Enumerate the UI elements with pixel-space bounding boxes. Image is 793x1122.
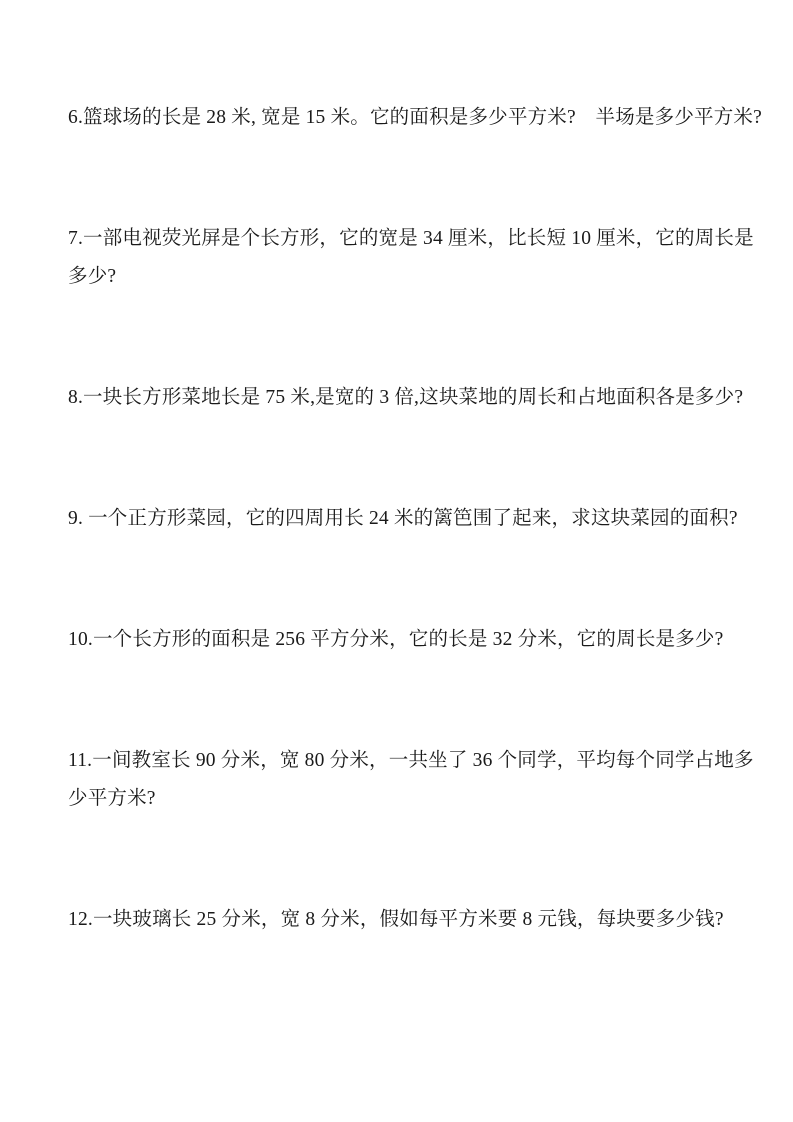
problem-8 [68,379,744,417]
problem-12-line-1: 12.一块玻璃长 25 分米，宽 8 分米，假如每平方米要 8 元钱，每块要多少钱? [68,909,724,930]
problem-11-line-1: 11.一间教室长 90 分米，宽 80 分米，一共坐了 36 个同学，平均每个同学占地多 [68,750,754,771]
problem-6 [68,99,762,137]
problem-11 [68,742,754,818]
problem-10-line-1: 10.一个长方形的面积是 256 平方分米，它的长是 32 分米，它的周长是多少? [68,629,724,650]
problem-7 [68,220,754,296]
problem-9 [68,500,738,538]
problem-12 [68,901,723,939]
problem-9-line-1: 9. 一个正方形菜园，它的四周用长 24 米的篱笆围了起来，求这块菜园的面积? [68,508,738,529]
problem-7-line-1: 7.一部电视荧光屏是个长方形，它的宽是 34 厘米，比长短 10 厘米，它的周长是 [68,228,754,249]
problem-8-line-1: 8.一块长方形菜地长是 75 米,是宽的 3 倍,这块菜地的周长和占地面积各是多少? [68,387,744,408]
problem-7-line-2: 多少? [68,266,117,287]
problem-6-line-1: 6.篮球场的长是 28 米, 宽是 15 米。它的面积是多少平方米? 半场是多少平方米? [68,107,762,128]
problem-10 [68,621,723,659]
problem-11-line-2: 少平方米? [68,788,156,809]
